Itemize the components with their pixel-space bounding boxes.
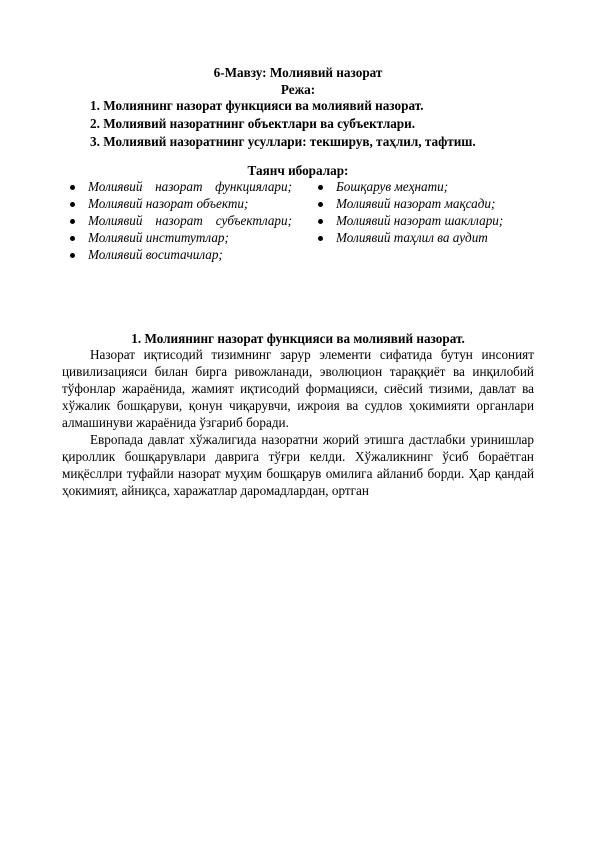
keyword-item: Молиявий воситачилар; — [62, 246, 292, 263]
section-heading: 1. Молиянинг назорат функцияси ва молиявий назорат. — [131, 331, 465, 346]
keyword-item: Бошқарув меҳнати; — [310, 178, 540, 195]
paragraph: Европада давлат хўжалигида назоратни жорий этишга дастлабки уринишлар қироллик бошқарувлари даврига тўғри келди. Хўжаликнинг ўсиб бораётган миқёсллри туфайли назорат муҳим бошқарув омилига айланиб борди. Ҳар қандай ҳокимият, айниқса, харажатлар даромадлардан, ортган — [62, 432, 534, 498]
keyword-item: Молиявий назорат субъектлари; — [62, 212, 292, 229]
bullet-icon — [318, 202, 323, 207]
paragraph: Назорат иқтисодий тизимнинг зарур элементи сифатида бутун инсоният цивилизацияси билан бирга ривожланади, эволюцион тараққиёт ва инқилобий тўфонлар жараёнида, жамият иқтисодий формацияси, сиёсий тизими, давлат ва хўжалик бошқаруви, қонун чиқарувчи, ижроия ва судлов ҳокимияти органлари алмашинуви жараёнида ўзгариб боради. — [62, 347, 534, 430]
bullet-icon — [318, 236, 323, 241]
bullet-icon — [70, 202, 75, 207]
keyword-item: Молиявий назорат шакллари; — [310, 212, 540, 229]
bullet-icon — [70, 253, 75, 258]
bullet-icon — [70, 219, 75, 224]
keyword-item: Молиявий институтлар; — [62, 229, 292, 246]
keyword-item: Молиявий назорат мақсади; — [310, 195, 540, 212]
plan-item: 2. Молиявий назоратнинг объектлари ва субъектлари. — [90, 116, 416, 131]
plan-item: 3. Молиявий назоратнинг усуллари: текширув, таҳлил, тафтиш. — [90, 134, 476, 149]
page-title: 6-Мавзу: Молиявий назорат — [213, 65, 383, 80]
bullet-icon — [318, 185, 323, 190]
keywords-left-list — [62, 178, 292, 263]
keyword-item: Молиявий таҳлил ва аудит — [310, 229, 540, 246]
plan-list — [90, 97, 550, 151]
plan-heading: Режа: — [280, 82, 316, 97]
bullet-icon — [70, 236, 75, 241]
keyword-item: Молиявий назорат функциялари; — [62, 178, 292, 195]
bullet-icon — [70, 185, 75, 190]
section-body — [62, 346, 534, 499]
plan-item: 1. Молиянинг назорат функцияси ва молиявий назорат. — [90, 98, 424, 113]
keyword-item: Молиявий назорат объекти; — [62, 195, 292, 212]
keywords-heading: Таянч иборалар: — [247, 163, 349, 178]
keywords-right-list — [310, 178, 540, 246]
bullet-icon — [318, 219, 323, 224]
